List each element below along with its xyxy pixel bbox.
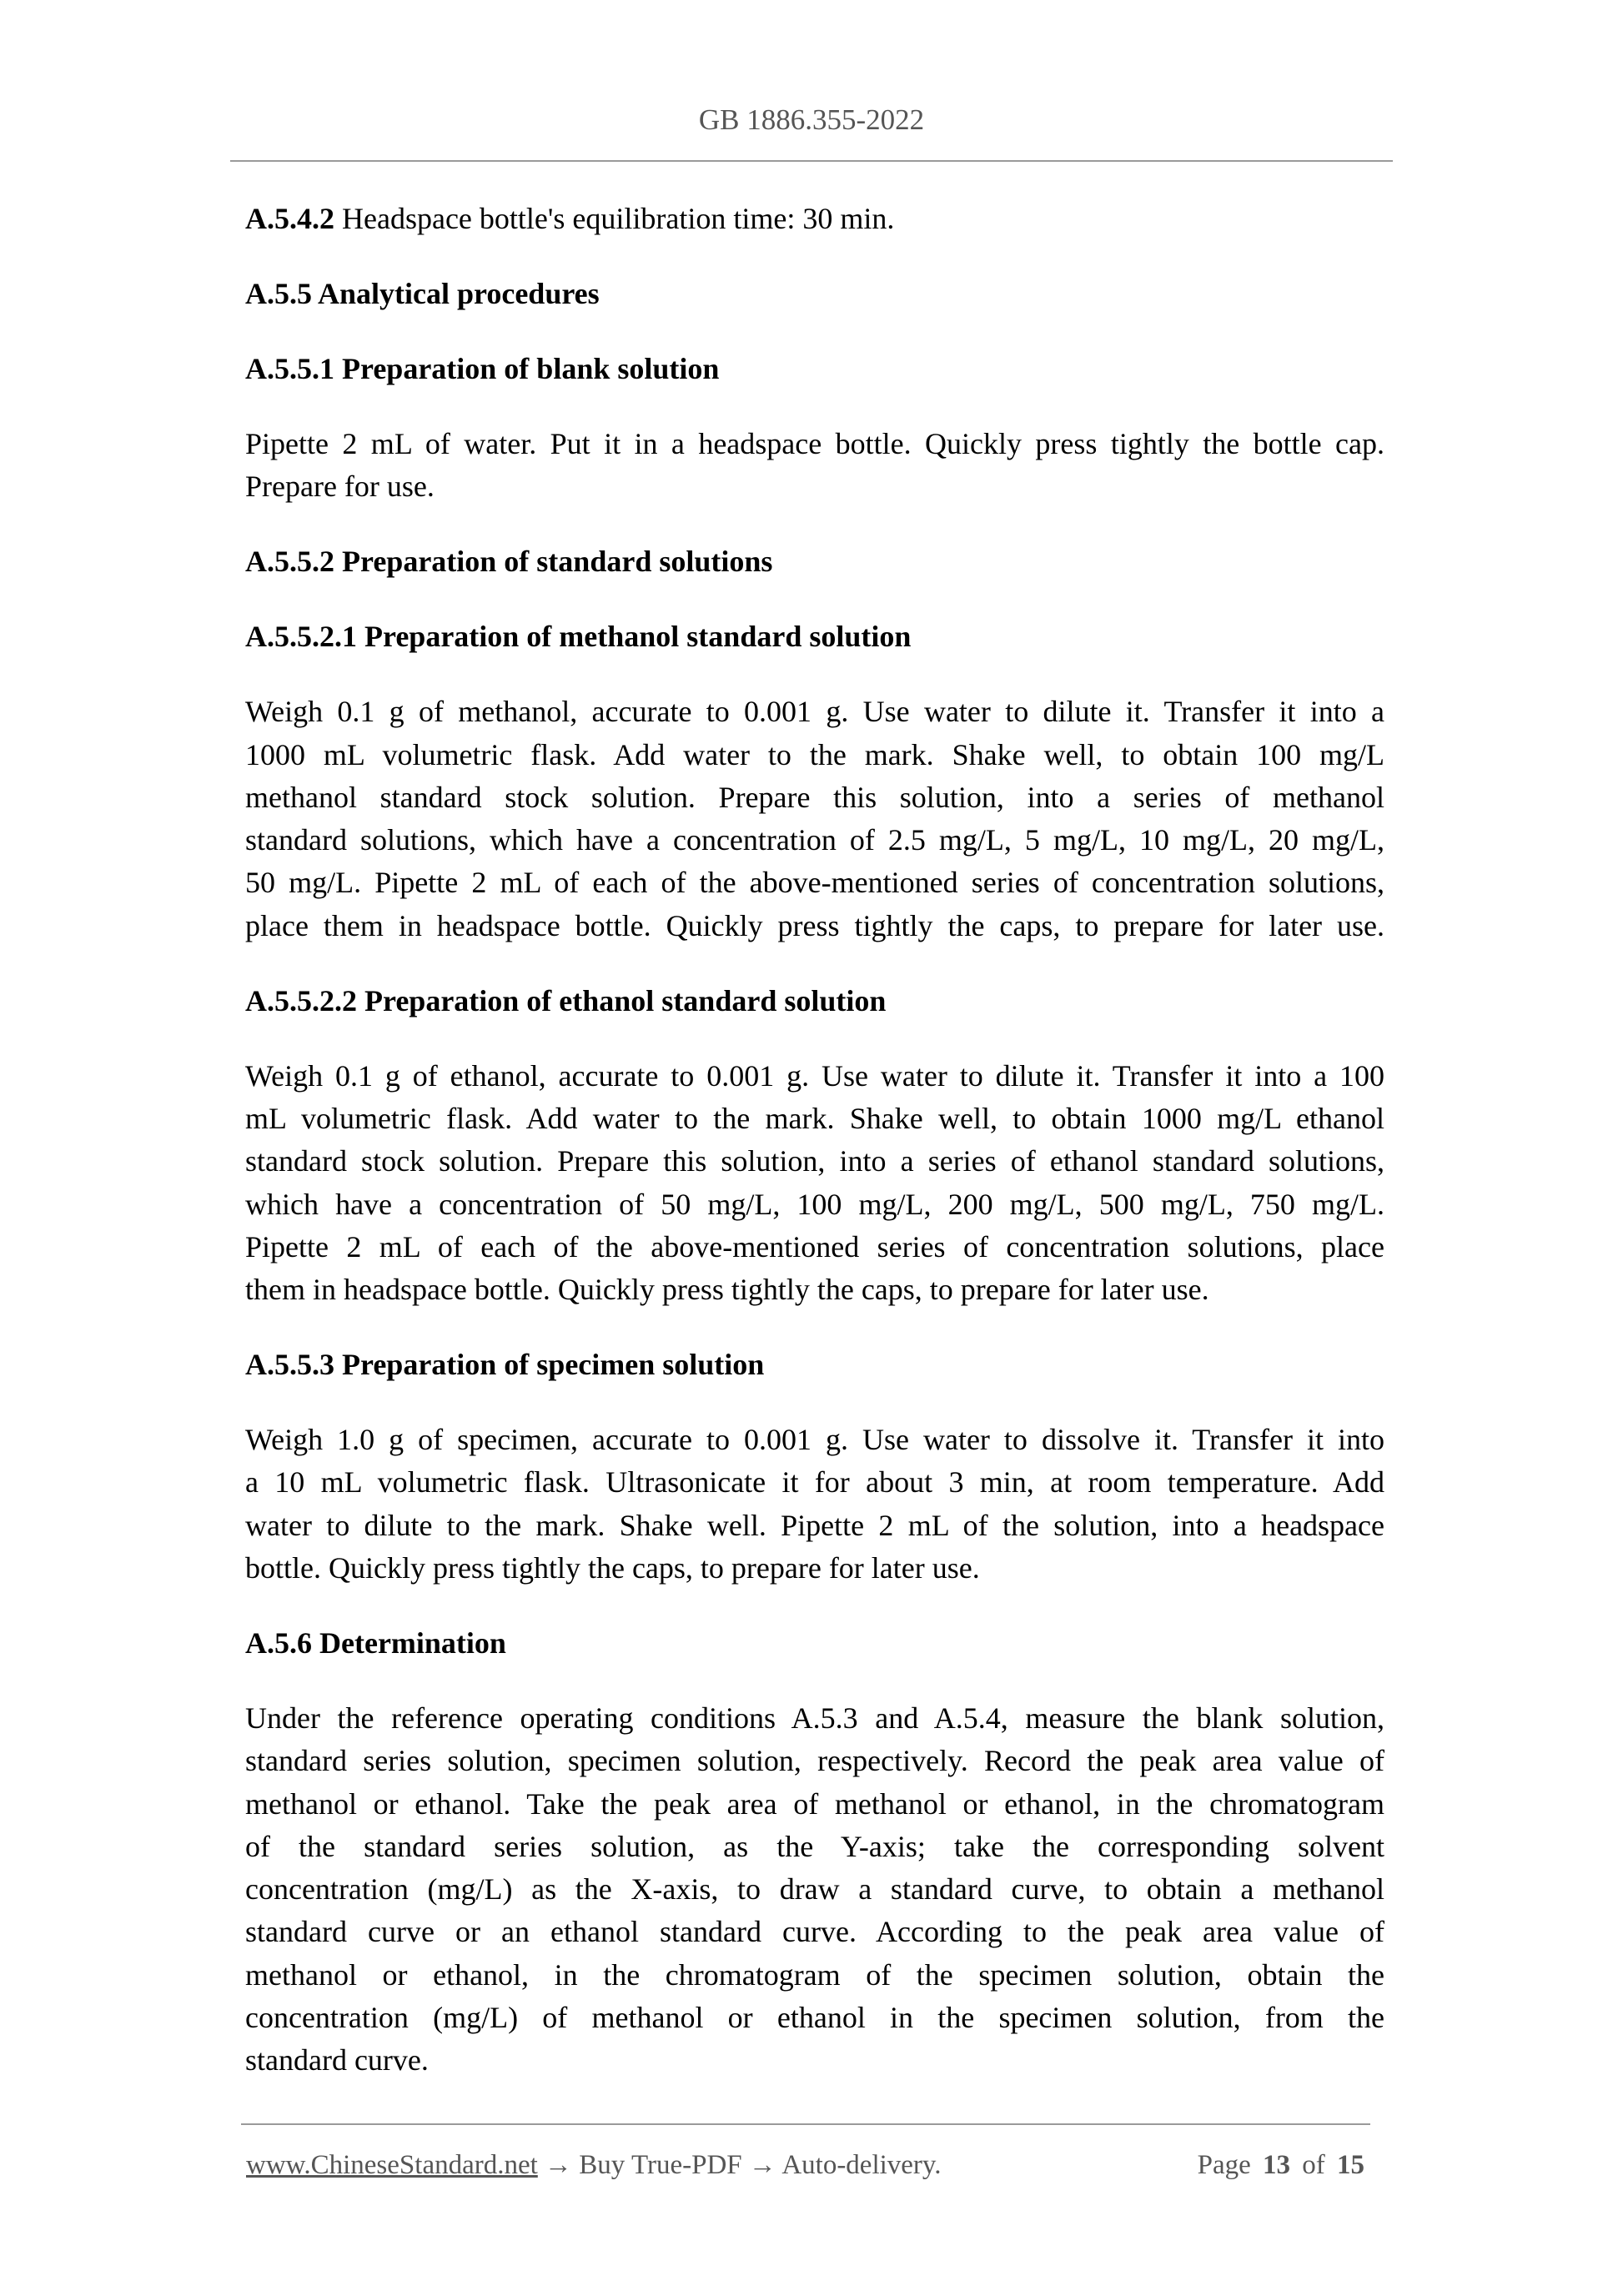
- section-heading-a5522: [245, 980, 1384, 1022]
- section-heading-a5521: [245, 615, 1384, 658]
- heading-text: A.5.5.2.2 Preparation of ethanol standard solution: [245, 983, 887, 1017]
- website-link[interactable]: www.ChineseStandard.net: [246, 2150, 538, 2180]
- document-code: GB 1886.355-2022: [698, 103, 925, 136]
- paragraph-blank-solution: [245, 423, 1384, 509]
- paragraph-line: standard solutions, which have a concentration of 2.5 mg/L, 5 mg/L, 10 mg/L, 20 mg/L,: [245, 823, 1384, 857]
- paragraph-line: water to dilute to the mark. Shake well. Pipette 2 mL of the solution, into a headspace: [245, 1508, 1384, 1542]
- paragraph-line: Weigh 0.1 g of methanol, accurate to 0.001 g. Use water to dilute it. Transfer it into a: [245, 695, 1384, 729]
- heading-text: A.5.5.1 Preparation of blank solution: [245, 351, 720, 385]
- paragraph-line: of the standard series solution, as the Y-axis; take the corresponding solvent: [245, 1829, 1384, 1863]
- clause-number: A.5.4.2: [245, 202, 334, 235]
- paragraph-line: Prepare for use.: [245, 470, 435, 504]
- clause-a542: [245, 198, 1384, 240]
- footer-step-delivery: Auto-delivery.: [781, 2150, 942, 2180]
- paragraph-line: Weigh 1.0 g of specimen, accurate to 0.001 g. Use water to dissolve it. Transfer it into: [245, 1423, 1384, 1457]
- paragraph-line: 1000 mL volumetric flask. Add water to the mark. Shake well, to obtain 100 mg/L: [245, 737, 1384, 771]
- paragraph-line: Pipette 2 mL of water. Put it in a headspace bottle. Quickly press tightly the bottle cap.: [245, 426, 1384, 460]
- paragraph-line: methanol or ethanol, in the chromatogram of the specimen solution, obtain the: [245, 1957, 1384, 1992]
- paragraph-line: Under the reference operating conditions A.5.3 and A.5.4, measure the blank solution,: [245, 1701, 1384, 1735]
- footer-promo: [246, 2148, 942, 2182]
- heading-text: A.5.5.2 Preparation of standard solutions: [245, 545, 773, 579]
- heading-text: A.5.5 Analytical procedures: [245, 276, 600, 310]
- paragraph-line: place them in headspace bottle. Quickly press tightly the caps, to prepare for later use.: [245, 908, 1384, 942]
- paragraph-ethanol-standard: [245, 1055, 1384, 1312]
- paragraph-line: them in headspace bottle. Quickly press tightly the caps, to prepare for later use.: [245, 1273, 1209, 1307]
- paragraph-line: mL volumetric flask. Add water to the mark. Shake well, to obtain 1000 mg/L ethanol: [245, 1101, 1384, 1135]
- section-heading-a55: [245, 273, 1384, 315]
- paragraph-line: methanol or ethanol. Take the peak area of methanol or ethanol, in the chromatogram: [245, 1786, 1384, 1821]
- total-pages: 15: [1337, 2150, 1364, 2180]
- page-footer: [241, 2123, 1370, 2198]
- footer-divider: [241, 2123, 1370, 2125]
- paragraph-line: standard series solution, specimen solution, respectively. Record the peak area value of: [245, 1744, 1384, 1778]
- current-page: 13: [1263, 2150, 1290, 2180]
- paragraph-line: standard curve.: [245, 2043, 429, 2077]
- clause-line: [245, 198, 1384, 240]
- paragraph-line: bottle. Quickly press tightly the caps, to prepare for later use.: [245, 1551, 980, 1585]
- arrow-right-icon: →: [748, 2150, 776, 2180]
- footer-step-buy: Buy True-PDF: [579, 2150, 742, 2180]
- paragraph-methanol-standard: [245, 691, 1384, 947]
- paragraph-line: concentration (mg/L) of methanol or ethanol in the specimen solution, from the: [245, 2001, 1384, 2035]
- arrow-right-icon: →: [545, 2150, 573, 2180]
- paragraph-line: concentration (mg/L) as the X-axis, to draw a standard curve, to obtain a methanol: [245, 1872, 1384, 1907]
- of-label: of: [1302, 2150, 1325, 2180]
- paragraph-line: methanol standard stock solution. Prepare this solution, into a series of methanol: [245, 780, 1384, 814]
- paragraph-determination: [245, 1697, 1384, 2082]
- clause-text: Headspace bottle's equilibration time: 30 min.: [334, 202, 895, 235]
- paragraph-specimen-solution: [245, 1419, 1384, 1590]
- section-heading-a551: [245, 348, 1384, 390]
- section-heading-a56: [245, 1622, 1384, 1665]
- paragraph-line: 50 mg/L. Pipette 2 mL of each of the above-mentioned series of concentration solutions,: [245, 866, 1384, 900]
- page-number: [1198, 2148, 1364, 2182]
- page-label: Page: [1197, 2150, 1251, 2180]
- paragraph-line: a 10 mL volumetric flask. Ultrasonicate it for about 3 min, at room temperature. Add: [245, 1465, 1384, 1500]
- paragraph-line: standard stock solution. Prepare this solution, into a series of ethanol standard solutions,: [245, 1144, 1384, 1178]
- document-body: [245, 198, 1384, 2114]
- paragraph-line: which have a concentration of 50 mg/L, 100 mg/L, 200 mg/L, 500 mg/L, 750 mg/L.: [245, 1187, 1384, 1221]
- paragraph-line: standard curve or an ethanol standard curve. According to the peak area value of: [245, 1915, 1384, 1949]
- paragraph-line: Weigh 0.1 g of ethanol, accurate to 0.001 g. Use water to dilute it. Transfer it into a 100: [245, 1058, 1384, 1093]
- paragraph-line: Pipette 2 mL of each of the above-mentioned series of concentration solutions, place: [245, 1229, 1384, 1264]
- section-heading-a552: [245, 540, 1384, 583]
- heading-text: A.5.5.3 Preparation of specimen solution: [245, 1348, 765, 1382]
- header-divider: [230, 160, 1393, 162]
- heading-text: A.5.5.2.1 Preparation of methanol standard solution: [245, 620, 912, 654]
- heading-text: A.5.6 Determination: [245, 1625, 506, 1660]
- page-header: [230, 0, 1393, 162]
- section-heading-a553: [245, 1344, 1384, 1386]
